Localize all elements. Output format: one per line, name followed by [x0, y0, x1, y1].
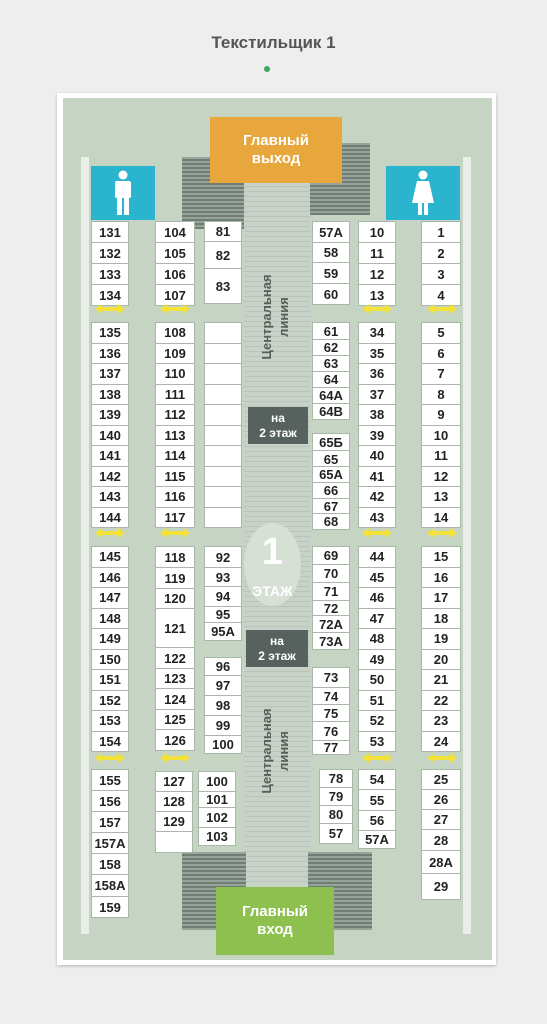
stall-c4-s4-3[interactable]: 57: [319, 823, 353, 844]
stall-c3-s3-9[interactable]: 100: [204, 735, 242, 754]
stall-c6-s4-0[interactable]: 25: [421, 769, 461, 790]
male-toilet: [91, 166, 155, 220]
stall-c5-s1-3[interactable]: 13: [358, 284, 396, 306]
stall-c5-s2-3[interactable]: 37: [358, 384, 396, 406]
stall-c5-s3-2[interactable]: 46: [358, 587, 396, 609]
main-entrance-bottom[interactable]: Главный вход: [216, 887, 334, 955]
stall-c5-s3-0[interactable]: 44: [358, 546, 396, 568]
stall-c2-s3-5[interactable]: 123: [155, 668, 195, 689]
stall-c3-s3-2[interactable]: 94: [204, 586, 242, 607]
stall-c6-s4-5[interactable]: 29: [421, 873, 461, 900]
upstairs-sign: на 2 этаж: [246, 630, 308, 667]
female-toilet-icon: [411, 170, 435, 216]
double-arrow-icon: [160, 304, 190, 314]
stall-c1-s3-4[interactable]: 149: [91, 628, 129, 650]
floor-word: ЭТАЖ: [252, 583, 293, 599]
double-arrow-icon: [427, 753, 457, 763]
stall-c2-s2-8[interactable]: 116: [155, 486, 195, 508]
double-arrow-icon: [362, 304, 392, 314]
stall-c5-s3-8[interactable]: 52: [358, 710, 396, 732]
right-wall-rail: [463, 157, 471, 934]
stall-c6-s2-7[interactable]: 12: [421, 466, 461, 488]
stall-c1-s3-3[interactable]: 148: [91, 608, 129, 630]
stall-c6-s2-1[interactable]: 6: [421, 343, 461, 365]
stall-c4-s2-1[interactable]: 62: [312, 339, 350, 356]
stall-c6-s3-1[interactable]: 16: [421, 567, 461, 589]
stall-c2-s1-3[interactable]: 107: [155, 284, 195, 306]
stall-c4-s3-10[interactable]: 77: [312, 740, 350, 755]
stall-c5-s3-9[interactable]: 53: [358, 731, 396, 753]
stall-c4-s2-3[interactable]: 64: [312, 371, 350, 388]
stall-c2-s3-8[interactable]: 126: [155, 729, 195, 751]
stall-c5-s2-2[interactable]: 36: [358, 363, 396, 385]
page-title: Текстильщик 1: [211, 33, 336, 52]
stall-c6-s2-4[interactable]: 9: [421, 404, 461, 426]
stall-c4-s3-3[interactable]: 72: [312, 600, 350, 616]
stall-c1-s1-2[interactable]: 133: [91, 263, 129, 285]
stall-c2-s2-1[interactable]: 109: [155, 343, 195, 365]
stall-c1-s3-8[interactable]: 153: [91, 710, 129, 732]
stall-c2-s1-2[interactable]: 106: [155, 263, 195, 285]
stall-c6-s2-9[interactable]: 14: [421, 507, 461, 529]
upstairs-sign: на 2 этаж: [248, 407, 308, 444]
stall-c4-s3-6[interactable]: 73: [312, 667, 350, 688]
stall-c4-s3-5[interactable]: 73А: [312, 632, 350, 650]
stall-c5-s4-2[interactable]: 56: [358, 810, 396, 831]
stall-c6-s3-6[interactable]: 21: [421, 669, 461, 691]
stall-c4-s1-0[interactable]: 57А: [312, 221, 350, 243]
stall-c1-s2-6[interactable]: 141: [91, 445, 129, 467]
stall-c3-s3-6[interactable]: 97: [204, 675, 242, 696]
stall-c2-s2-4[interactable]: 112: [155, 404, 195, 426]
stall-c4-s3-9[interactable]: 76: [312, 721, 350, 741]
stall-c1-s2-4[interactable]: 139: [91, 404, 129, 426]
stall-c2-s2-5[interactable]: 113: [155, 425, 195, 447]
stall-c5-s3-6[interactable]: 50: [358, 669, 396, 691]
stall-c4-s3-4[interactable]: 72А: [312, 615, 350, 633]
stall-c6-s2-0[interactable]: 5: [421, 322, 461, 344]
stall-c2-s2-6[interactable]: 114: [155, 445, 195, 467]
double-arrow-icon: [427, 528, 457, 538]
stall-c3-s2-4[interactable]: [204, 404, 242, 426]
stall-c6-s3-4[interactable]: 19: [421, 628, 461, 650]
stall-c2-s2-3[interactable]: 111: [155, 384, 195, 406]
stall-c3-s1-2[interactable]: 83: [204, 268, 242, 304]
stall-c3-s2-0[interactable]: [204, 322, 242, 344]
stall-c6-s3-8[interactable]: 23: [421, 710, 461, 732]
stall-c2-s1-0[interactable]: 104: [155, 221, 195, 243]
double-arrow-icon: [95, 753, 125, 763]
double-arrow-icon: [362, 528, 392, 538]
location-dot-icon: [264, 66, 270, 72]
stall-c3-s3-5[interactable]: 96: [204, 657, 242, 676]
stall-c4-s1-1[interactable]: 58: [312, 242, 350, 263]
stall-c5-s1-1[interactable]: 11: [358, 242, 396, 264]
stall-c4-s1-2[interactable]: 59: [312, 262, 350, 284]
stall-c4-s3-2[interactable]: 71: [312, 582, 350, 601]
stall-c1-s4-5[interactable]: 158А: [91, 874, 129, 897]
stall-c6-s4-2[interactable]: 27: [421, 809, 461, 830]
stall-c4-s4-2[interactable]: 80: [319, 805, 353, 824]
stall-c5-s2-6[interactable]: 40: [358, 445, 396, 467]
stall-c5-s3-1[interactable]: 45: [358, 567, 396, 589]
stall-c5-s4-0[interactable]: 54: [358, 769, 396, 790]
stall-c1-s3-5[interactable]: 150: [91, 649, 129, 671]
stall-c3-s2-2[interactable]: [204, 363, 242, 385]
stall-c3-s4-2[interactable]: 102: [198, 807, 236, 828]
stall-c5-s2-1[interactable]: 35: [358, 343, 396, 365]
stall-c4-s3-8[interactable]: 75: [312, 704, 350, 722]
stall-c4-s4-1[interactable]: 79: [319, 787, 353, 806]
stall-c5-s1-2[interactable]: 12: [358, 263, 396, 285]
stall-c1-s3-1[interactable]: 146: [91, 567, 129, 589]
stall-c3-s1-0[interactable]: 81: [204, 221, 242, 242]
stall-c1-s3-6[interactable]: 151: [91, 669, 129, 691]
stall-c3-s1-1[interactable]: 82: [204, 241, 242, 269]
stall-c1-s4-3[interactable]: 157А: [91, 832, 129, 854]
stall-c4-s3-7[interactable]: 74: [312, 687, 350, 705]
stall-c1-s4-0[interactable]: 155: [91, 769, 129, 791]
stall-c6-s1-3[interactable]: 4: [421, 284, 461, 306]
stall-c1-s2-5[interactable]: 140: [91, 425, 129, 447]
stall-c1-s2-9[interactable]: 144: [91, 507, 129, 529]
stall-c1-s1-0[interactable]: 131: [91, 221, 129, 243]
stall-c4-s2-4[interactable]: 64А: [312, 387, 350, 404]
double-arrow-icon: [95, 528, 125, 538]
stall-c4-s2-10[interactable]: 67: [312, 498, 350, 514]
stall-c3-s2-3[interactable]: [204, 384, 242, 406]
stall-c1-s3-7[interactable]: 152: [91, 690, 129, 712]
stall-c6-s3-3[interactable]: 18: [421, 608, 461, 630]
male-toilet-icon: [112, 170, 134, 216]
stall-c5-s2-9[interactable]: 43: [358, 507, 396, 529]
stall-c5-s3-5[interactable]: 49: [358, 649, 396, 671]
double-arrow-icon: [362, 753, 392, 763]
stall-c3-s3-1[interactable]: 93: [204, 567, 242, 587]
stall-c2-s4-0[interactable]: 127: [155, 771, 193, 792]
stall-c3-s3-8[interactable]: 99: [204, 715, 242, 736]
stall-c3-s3-7[interactable]: 98: [204, 695, 242, 716]
stall-c6-s1-0[interactable]: 1: [421, 221, 461, 243]
stall-c3-s3-0[interactable]: 92: [204, 546, 242, 568]
stall-c4-s2-5[interactable]: 64В: [312, 403, 350, 420]
main-exit-top[interactable]: Главный выход: [210, 117, 342, 183]
stall-c4-s2-8[interactable]: 65А: [312, 466, 350, 483]
stall-c2-s3-6[interactable]: 124: [155, 688, 195, 710]
stall-c4-s2-7[interactable]: 65: [312, 450, 350, 468]
stall-c6-s1-2[interactable]: 3: [421, 263, 461, 285]
stall-c6-s3-5[interactable]: 20: [421, 649, 461, 671]
stall-c1-s2-0[interactable]: 135: [91, 322, 129, 344]
stall-c3-s2-6[interactable]: [204, 445, 242, 467]
stall-c3-s2-1[interactable]: [204, 343, 242, 365]
stall-c2-s3-2[interactable]: 120: [155, 588, 195, 609]
stall-c6-s4-3[interactable]: 28: [421, 829, 461, 851]
stall-c6-s2-2[interactable]: 7: [421, 363, 461, 385]
stall-c1-s2-1[interactable]: 136: [91, 343, 129, 365]
stall-c2-s3-0[interactable]: 118: [155, 546, 195, 568]
stall-c5-s2-4[interactable]: 38: [358, 404, 396, 426]
stall-c1-s2-8[interactable]: 143: [91, 486, 129, 508]
stall-c6-s1-1[interactable]: 2: [421, 242, 461, 264]
stall-c2-s3-7[interactable]: 125: [155, 709, 195, 730]
stall-c2-s3-4[interactable]: 122: [155, 647, 195, 669]
stall-c4-s4-0[interactable]: 78: [319, 769, 353, 788]
stall-c6-s2-5[interactable]: 10: [421, 425, 461, 447]
stall-c5-s2-7[interactable]: 41: [358, 466, 396, 488]
stall-c6-s2-8[interactable]: 13: [421, 486, 461, 508]
stall-c1-s3-0[interactable]: 145: [91, 546, 129, 568]
central-line-label: Центральная линия: [259, 274, 291, 360]
stall-c4-s2-6[interactable]: 65Б: [312, 433, 350, 451]
stall-c6-s3-9[interactable]: 24: [421, 731, 461, 753]
stall-c3-s2-5[interactable]: [204, 425, 242, 447]
stall-c2-s4-3[interactable]: [155, 831, 193, 853]
stall-c2-s3-3[interactable]: 121: [155, 608, 195, 648]
double-arrow-icon: [160, 753, 190, 763]
stall-c4-s1-3[interactable]: 60: [312, 283, 350, 305]
stall-c3-s3-4[interactable]: 95А: [204, 622, 242, 641]
stall-c1-s4-6[interactable]: 159: [91, 896, 129, 918]
stall-c4-s2-2[interactable]: 63: [312, 355, 350, 372]
stall-c1-s2-2[interactable]: 137: [91, 363, 129, 385]
stall-c3-s3-3[interactable]: 95: [204, 606, 242, 623]
stall-c3-s2-8[interactable]: [204, 486, 242, 508]
stall-c2-s2-7[interactable]: 115: [155, 466, 195, 488]
stall-c1-s4-4[interactable]: 158: [91, 853, 129, 875]
stall-c5-s2-0[interactable]: 34: [358, 322, 396, 344]
stall-c1-s1-1[interactable]: 132: [91, 242, 129, 264]
stall-c5-s4-3[interactable]: 57А: [358, 830, 396, 849]
stall-c5-s3-3[interactable]: 47: [358, 608, 396, 630]
stall-c2-s4-2[interactable]: 129: [155, 811, 193, 832]
stall-c2-s1-1[interactable]: 105: [155, 242, 195, 264]
stall-c4-s3-0[interactable]: 69: [312, 546, 350, 565]
stall-c1-s3-9[interactable]: 154: [91, 731, 129, 753]
stall-c6-s3-7[interactable]: 22: [421, 690, 461, 712]
stall-c5-s1-0[interactable]: 10: [358, 221, 396, 243]
female-toilet: [386, 166, 460, 220]
stall-c5-s2-5[interactable]: 39: [358, 425, 396, 447]
stall-c4-s3-1[interactable]: 70: [312, 564, 350, 583]
stall-c3-s2-9[interactable]: [204, 507, 242, 529]
double-arrow-icon: [160, 528, 190, 538]
stall-c3-s2-7[interactable]: [204, 466, 242, 488]
stall-c5-s3-4[interactable]: 48: [358, 628, 396, 650]
stall-c4-s2-9[interactable]: 66: [312, 482, 350, 499]
stall-c1-s1-3[interactable]: 134: [91, 284, 129, 306]
central-line-label: Центральная линия: [259, 708, 291, 794]
stall-c2-s3-1[interactable]: 119: [155, 567, 195, 589]
stall-c2-s2-0[interactable]: 108: [155, 322, 195, 344]
stall-c5-s2-8[interactable]: 42: [358, 486, 396, 508]
stall-c2-s2-2[interactable]: 110: [155, 363, 195, 385]
stall-c6-s4-4[interactable]: 28А: [421, 850, 461, 874]
stall-c3-s4-0[interactable]: 100: [198, 771, 236, 792]
stall-c2-s4-1[interactable]: 128: [155, 791, 193, 812]
stall-c1-s3-2[interactable]: 147: [91, 587, 129, 609]
stall-c6-s2-3[interactable]: 8: [421, 384, 461, 406]
stall-c6-s4-1[interactable]: 26: [421, 789, 461, 810]
stall-c1-s4-2[interactable]: 157: [91, 811, 129, 833]
stall-c4-s2-0[interactable]: 61: [312, 322, 350, 340]
stall-c1-s2-3[interactable]: 138: [91, 384, 129, 406]
stall-c1-s4-1[interactable]: 156: [91, 790, 129, 812]
double-arrow-icon: [95, 304, 125, 314]
stall-c3-s4-3[interactable]: 103: [198, 827, 236, 846]
stall-c5-s4-1[interactable]: 55: [358, 789, 396, 811]
stall-c6-s2-6[interactable]: 11: [421, 445, 461, 467]
stall-c6-s3-0[interactable]: 15: [421, 546, 461, 568]
stall-c3-s4-1[interactable]: 101: [198, 791, 236, 808]
stall-c5-s3-7[interactable]: 51: [358, 690, 396, 712]
floor-number: 1: [261, 531, 284, 573]
double-arrow-icon: [427, 304, 457, 314]
stall-c6-s3-2[interactable]: 17: [421, 587, 461, 609]
left-wall-rail: [81, 157, 89, 934]
stall-c1-s2-7[interactable]: 142: [91, 466, 129, 488]
stall-c4-s2-11[interactable]: 68: [312, 513, 350, 530]
stall-c2-s2-9[interactable]: 117: [155, 507, 195, 529]
